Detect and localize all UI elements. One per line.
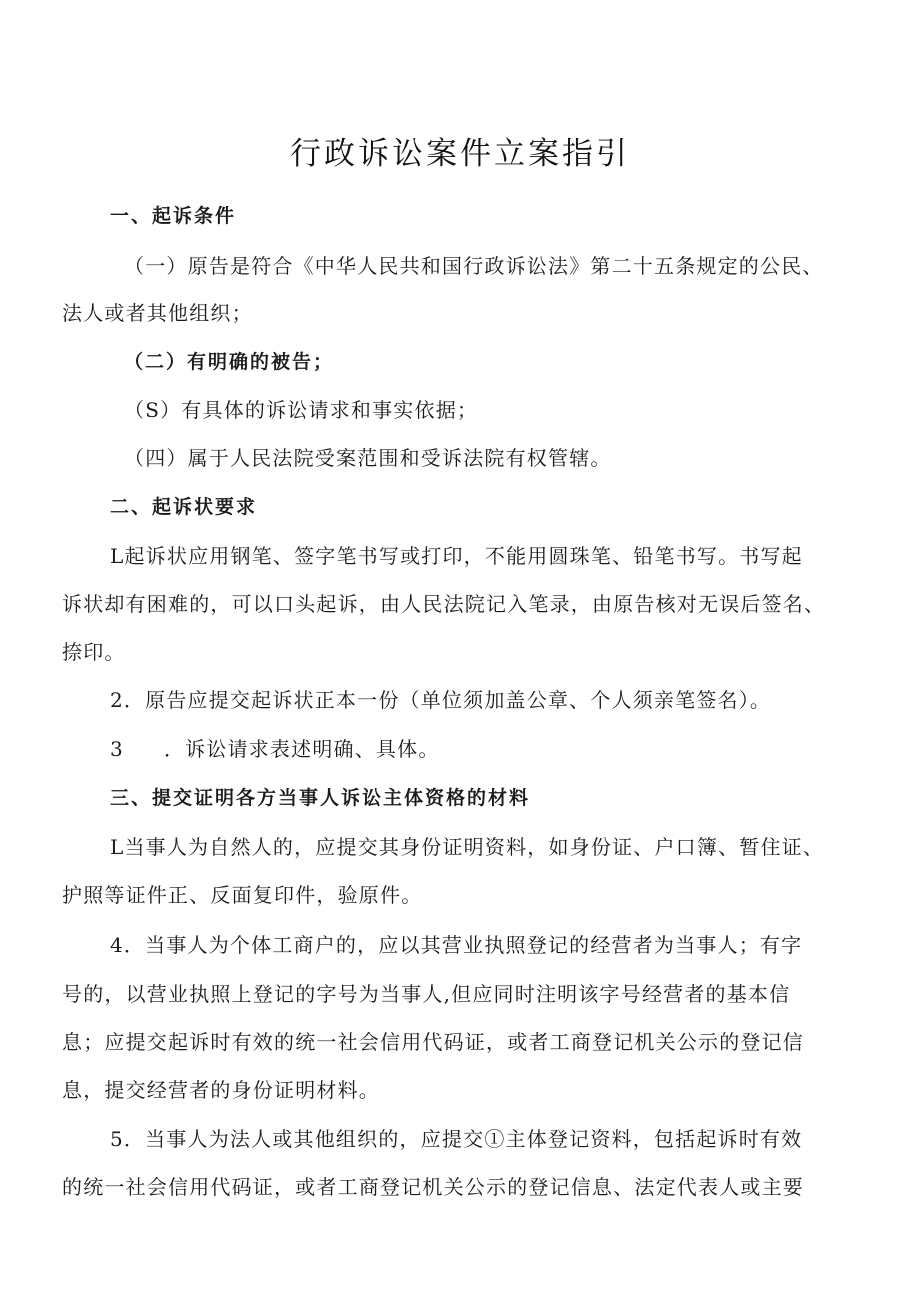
paragraph-line: 捺印。 <box>62 640 126 664</box>
section-heading-3: 三、提交证明各方当事人诉讼主体资格的材料 <box>110 787 531 809</box>
paragraph-line: L起诉状应用钢笔、签字笔书写或打印，不能用圆珠笔、铅笔书写。书写起 <box>110 544 803 568</box>
paragraph-line: 法人或者其他组织； <box>62 301 253 325</box>
paragraph-line: 息；应提交起诉时有效的统一社会信用代码证，或者工商登记机关公示的登记信 <box>62 1030 804 1054</box>
paragraph-line: （一）原告是符合《中华人民共和国行政诉讼法》第二十五条规定的公民、 <box>124 254 824 278</box>
paragraph-line <box>110 736 862 762</box>
paragraph-line: 5．当事人为法人或其他组织的，应提交①主体登记资料，包括起诉时有效 <box>110 1127 803 1151</box>
paragraph-line: 息，提交经营者的身份证明材料。 <box>62 1078 380 1102</box>
paragraph-line: 诉状却有困难的，可以口头起诉，由人民法院记入笔录，由原告核对无误后签名、 <box>62 592 826 616</box>
paragraph-line: 的统一社会信用代码证，或者工商登记机关公示的登记信息、法定代表人或主要 <box>62 1175 804 1199</box>
paragraph-line: （二）有明确的被告； <box>124 351 335 373</box>
paragraph-line: L当事人为自然人的，应提交其身份证明资料，如身份证、户口簿、暂住证、 <box>110 835 825 859</box>
paragraph-line: 4．当事人为个体工商户的，应以其营业执照登记的经营者为当事人；有字 <box>110 933 803 957</box>
section-heading-2: 二、起诉状要求 <box>110 496 258 518</box>
list-text: ．诉讼请求表述明确、具体。 <box>163 737 440 761</box>
paragraph-line: 2．原告应提交起诉状正本一份（单位须加盖公章、个人须亲笔签名）。 <box>110 688 772 712</box>
page-title: 行政诉讼案件立案指引 <box>290 136 630 172</box>
paragraph-line: 号的，以营业执照上登记的字号为当事人,但应同时注明该字号经营者的基本信 <box>62 982 791 1006</box>
paragraph-line: （S）有具体的诉讼请求和事实依据； <box>124 398 479 422</box>
paragraph-line: （四）属于人民法院受案范围和受诉法院有权管辖。 <box>124 446 612 470</box>
paragraph-line: 护照等证件正、反面复印件，验原件。 <box>62 883 423 907</box>
list-number: 3 <box>110 737 124 761</box>
section-heading-1: 一、起诉条件 <box>110 205 237 227</box>
